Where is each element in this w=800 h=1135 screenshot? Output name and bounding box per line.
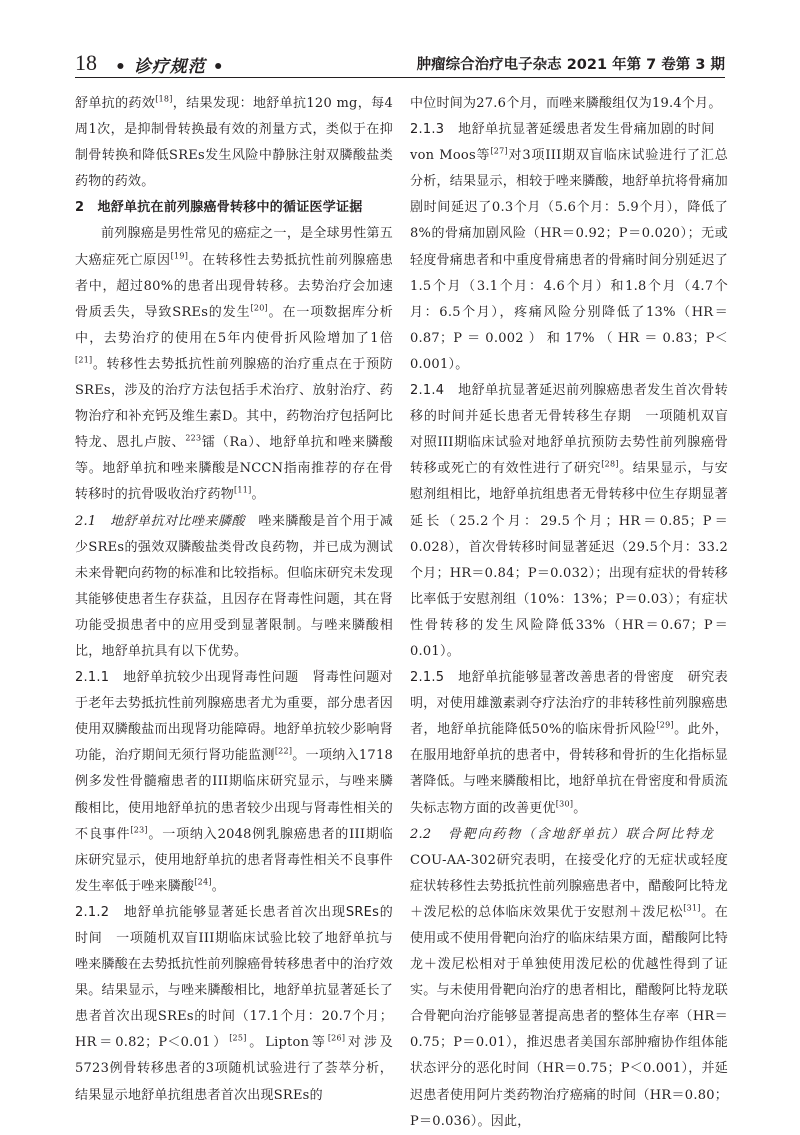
- page-number: 18: [75, 50, 97, 75]
- paragraph: 2.1.2 地舒单抗能够显著延长患者首次出现SREs的时间 一项随机双盲III期临床试验比较了地舒单抗与唑来膦酸在去势抵抗性前列腺癌骨转移患者中的治疗效果。结果显示，与唑来膦酸相比，地舒单抗显著延长了患者首次出现SREs的时间（17.1个月：20.7个月；HR＝0.82；P＜0.01）[25]。Lipton等[26]对涉及5723例骨转移患者的3项随机试验进行了荟萃分析，结果显示地舒单抗组患者首次出现SREs的: [75, 904, 394, 1103]
- subsection-heading: 2.1.1 地舒单抗较少出现肾毒性问题: [75, 670, 299, 686]
- running-header: [75, 48, 725, 84]
- paragraph: 2.1.1 地舒单抗较少出现肾毒性问题 肾毒性问题对于老年去势抵抗性前列腺癌患者尤为重要，部分患者因使用双膦酸盐而出现肾功能障碍。地舒单抗较少影响肾功能，治疗期间无须行肾功能监测[22]。一项纳入1718例多发性骨髓瘤患者的III期临床研究显示，与唑来膦酸相比，使用地舒单抗的患者较少出现与肾毒性相关的不良事件[23]。一项纳入2048例乳腺癌患者的III期临床研究显示，使用地舒单抗的患者肾毒性相关不良事件发生率低于唑来膦酸[24]。: [75, 670, 394, 894]
- subsection-heading: 2.1.5 地舒单抗能够显著改善患者的骨密度: [410, 670, 675, 686]
- right-column: [410, 91, 728, 1135]
- paragraph: 2.1.5 地舒单抗能够显著改善患者的骨密度 研究表明，对使用雄激素剥夺疗法治疗的非转移性前列腺癌患者，地舒单抗能降低50%的临床骨折风险[29]。此外，在服用地舒单抗的患者中，骨转移和骨折的生化指标显著降低。与唑来膦酸相比，地舒单抗在骨密度和骨质流失标志物方面的改善更优[30]。: [410, 670, 729, 816]
- subsection-heading: 2.1.3 地舒单抗显著延缓患者发生骨痛加剧的时间: [410, 122, 715, 138]
- journal-title: 肿瘤综合治疗电子杂志 2021 年第 7 卷第 3 期: [416, 57, 725, 73]
- section-heading: 2 地舒单抗在前列腺癌骨转移中的循证医学证据: [75, 200, 363, 216]
- paragraph: 舒单抗的药效[18]，结果发现：地舒单抗120 mg，每4周1次，是抑制骨转换最有效的剂量方式，类似于在抑制骨转换和降低SREs发生风险中静脉注射双膦酸盐类药物的药效。: [75, 94, 393, 190]
- subsection-heading: 2.1.2 地舒单抗能够显著延长患者首次出现SREs的时间: [75, 904, 393, 946]
- header-rule: [75, 77, 725, 78]
- left-column: [75, 91, 393, 1109]
- subsection-heading: 2.1.4 地舒单抗显著延迟前列腺癌患者发生首次骨转移的时间并延长患者无骨转移生存期: [410, 383, 728, 425]
- paragraph: 2.2 骨靶向药物（含地舒单抗）联合阿比特龙 COU-AA-302研究表明，在接受化疗的无症状或轻度症状转移性去势抵抗性前列腺癌患者中，醋酸阿比特龙＋泼尼松的总体临床效果优于安慰剂＋泼尼松[31]。在使用或不使用骨靶向治疗的临床结果方面，醋酸阿比特龙＋泼尼松相对于单独使用泼尼松的优越性得到了证实。与未使用骨靶向治疗的患者相比，醋酸阿比特龙联合骨靶向治疗能够显著提高患者的整体生存率（HR＝0.75；P＝0.01），推迟患者美国东部肿瘤协作组体能状态评分的恶化时间（HR＝0.75；P＜0.001），并延迟患者使用阿片类药物治疗癌痛的时间（HR＝0.80；P＝0.036）。因此，: [410, 826, 729, 1129]
- subsection-heading: 2.1 地舒单抗对比唑来膦酸: [75, 513, 245, 529]
- subsection-heading: 2.2 骨靶向药物（含地舒单抗）联合阿比特龙: [410, 826, 715, 842]
- paragraph: 2.1 地舒单抗对比唑来膦酸 唑来膦酸是首个用于减少SREs的强效双膦酸盐类骨改良药物，并已成为测试未来骨靶向药物的标准和比较指标。但临床研究未发现其能够使患者生存获益，且因存在肾毒性问题，其在肾功能受损患者中的应用受到显著限制。与唑来膦酸相比，地舒单抗具有以下优势。: [75, 513, 394, 659]
- section-title: • 诊疗规范 •: [115, 57, 225, 77]
- paragraph: 2.1.4 地舒单抗显著延迟前列腺癌患者发生首次骨转移的时间并延长患者无骨转移生存期 一项随机双盲对照III期临床试验对地舒单抗预防去势性前列腺癌骨转移或死亡的有效性进行了研究[28]。结果显示，与安慰剂组相比，地舒单抗组患者无骨转移中位生存期显著延长（25.2个月：29.5个月；HR＝0.85；P＝0.028），首次骨转移时间显著延迟（29.5个月：33.2个月；HR＝0.84；P＝0.032）；出现有症状的骨转移比率低于安慰剂组（10%：13%；P＝0.03）；有症状性骨转移的发生风险降低33%（HR＝0.67；P＝0.01）。: [410, 383, 729, 659]
- paragraph: 中位时间为27.6个月，而唑来膦酸组仅为19.4个月。: [410, 96, 722, 111]
- paragraph: 2.1.3 地舒单抗显著延缓患者发生骨痛加剧的时间 von Moos等[27]对3项III期双盲临床试验进行了汇总分析，结果显示，相较于唑来膦酸，地舒单抗将骨痛加剧时间延迟了0.3个月（5.6个月：5.9个月），降低了8%的骨痛加剧风险（HR＝0.92；P＝0.020）；无或轻度骨痛患者和中重度骨痛患者的骨痛时间分别延迟了1.5个月（3.1个月：4.6个月）和1.8个月（4.7个月：6.5个月），疼痛风险分别降低了13%（HR＝0.87；P＝0.002）和17%（HR＝0.83；P＜0.001）。: [410, 122, 729, 372]
- paragraph: 前列腺癌是男性常见的癌症之一，是全球男性第五大癌症死亡原因[19]。在转移性去势抵抗性前列腺癌患者中，超过80%的患者出现骨转移。去势治疗会加速骨质丢失，导致SREs的发生[20]。在一项数据库分析中，去势治疗的使用在5年内使骨折风险增加了1倍[21]。转移性去势抵抗性前列腺癌的治疗重点在于预防SREs，涉及的治疗方法包括手术治疗、放射治疗、药物治疗和补充钙及维生素D。其中，药物治疗包括阿比特龙、恩扎卢胺、$^{223}$镭（Ra）、地舒单抗和唑来膦酸等。地舒单抗和唑来膦酸是NCCN指南推荐的存在骨转移时的抗骨吸收治疗药物[11]。: [75, 226, 393, 503]
